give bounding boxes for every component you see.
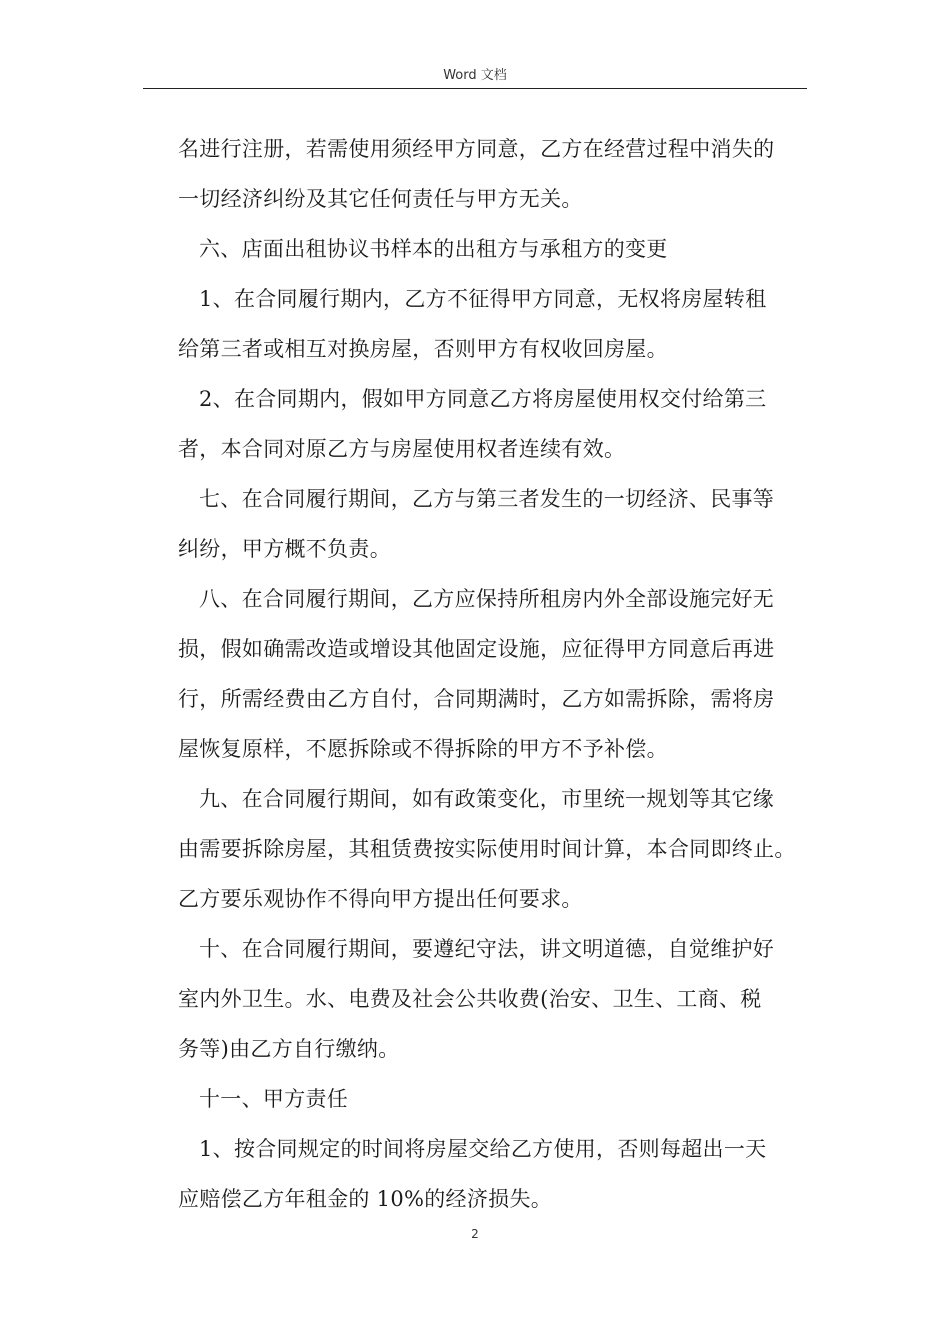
text-line: 1、按合同规定的时间将房屋交给乙方使用，否则每超出一天 — [199, 1137, 767, 1161]
text-line: 应赔偿乙方年租金的 10%的经济损失。 — [178, 1187, 553, 1211]
text-line: 十、在合同履行期间，要遵纪守法，讲文明道德，自觉维护好 — [199, 937, 775, 961]
text-line: 九、在合同履行期间，如有政策变化，市里统一规划等其它缘 — [199, 787, 775, 811]
text-line: 十一、甲方责任 — [199, 1087, 349, 1111]
page-header — [143, 64, 807, 89]
text-line: 七、在合同履行期间，乙方与第三者发生的一切经济、民事等 — [199, 487, 775, 511]
text-line: 由需要拆除房屋，其租赁费按实际使用时间计算，本合同即终止。 — [178, 837, 796, 861]
text-line: 六、店面出租协议书样本的出租方与承租方的变更 — [199, 237, 668, 261]
text-line: 给第三者或相互对换房屋，否则甲方有权收回房屋。 — [178, 337, 668, 361]
text-line: 损，假如确需改造或增设其他固定设施，应征得甲方同意后再进 — [178, 637, 775, 661]
text-line: 行，所需经费由乙方自付，合同期满时，乙方如需拆除，需将房 — [178, 687, 775, 711]
text-line: 屋恢复原样，不愿拆除或不得拆除的甲方不予补偿。 — [178, 737, 668, 761]
text-line: 名进行注册，若需使用须经甲方同意，乙方在经营过程中消失的 — [178, 137, 775, 161]
text-line: 2、在合同期内，假如甲方同意乙方将房屋使用权交付给第三 — [199, 387, 767, 411]
header-title: Word 文档 — [443, 68, 507, 83]
page-number: 2 — [471, 1227, 479, 1241]
text-line: 一切经济纠纷及其它任何责任与甲方无关。 — [178, 187, 583, 211]
document-body — [178, 124, 808, 1224]
text-line: 乙方要乐观协作不得向甲方提出任何要求。 — [178, 887, 583, 911]
text-line: 室内外卫生。水、电费及社会公共收费(治安、卫生、工商、税 — [178, 987, 762, 1011]
text-line: 纠纷，甲方概不负责。 — [178, 537, 391, 561]
text-line: 1、在合同履行期内，乙方不征得甲方同意，无权将房屋转租 — [199, 287, 767, 311]
text-line: 者，本合同对原乙方与房屋使用权者连续有效。 — [178, 437, 626, 461]
text-line: 务等)由乙方自行缴纳。 — [178, 1037, 400, 1061]
text-line: 八、在合同履行期间，乙方应保持所租房内外全部设施完好无 — [199, 587, 775, 611]
